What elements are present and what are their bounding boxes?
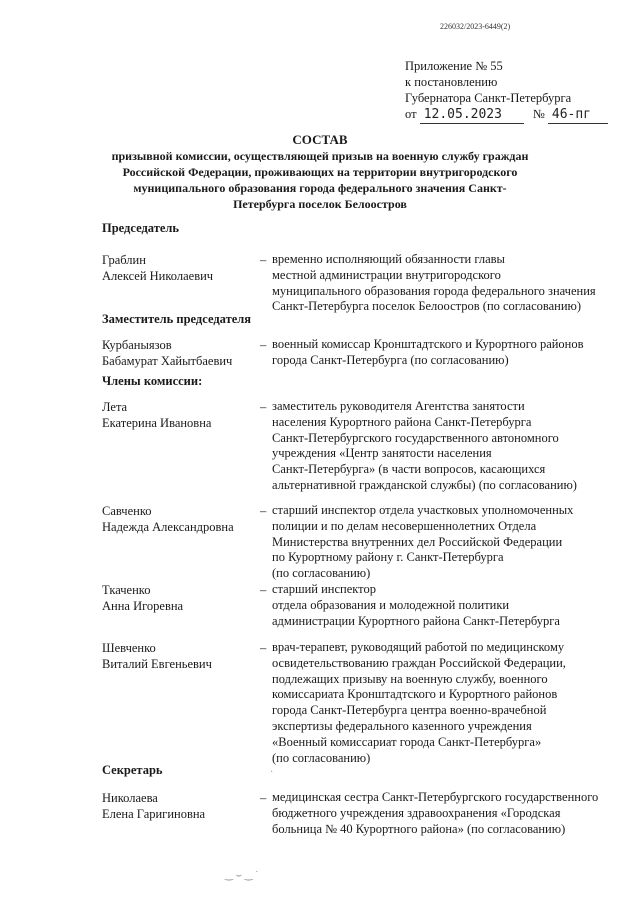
member-name: Савченко Надежда Александровна xyxy=(102,504,234,534)
dash: – xyxy=(260,583,267,597)
member-position: заместитель руководителя Агентства занятости населения Курортного района Санкт-Петербурга Санкт-Петербургского государственного автономного учреждения «Центр занятости населения Санкт-Петербурга» (в части вопросов, касающихся альтернативной гражданской службы) (по согласованию) xyxy=(272,399,577,492)
member-name: Лета Екатерина Ивановна xyxy=(102,400,212,430)
member-name: Шевченко Виталий Евгеньевич xyxy=(102,641,212,671)
section-heading-members: Члены комиссии: xyxy=(102,374,203,388)
section-heading-chairman: Председатель xyxy=(102,221,180,235)
member-name: Николаева Елена Гаригиновна xyxy=(102,791,206,821)
date-prefix: от xyxy=(405,107,417,121)
date-value: 12.05.2023 xyxy=(420,107,524,124)
dash: – xyxy=(260,338,267,352)
document-title: СОСТАВ xyxy=(292,132,348,147)
number-value: 46-пг xyxy=(548,107,608,124)
number-prefix: № xyxy=(532,107,545,121)
member-name: Ткаченко Анна Игоревна xyxy=(102,583,184,613)
appendix-block xyxy=(405,58,608,124)
appendix-line-1: Приложение № 55 xyxy=(405,59,503,73)
section-heading-deputy: Заместитель председателя xyxy=(102,312,252,326)
section-heading-secretary: Секретарь xyxy=(102,763,163,777)
document-id: 226032/2023-6449(2) xyxy=(440,22,511,31)
dash: – xyxy=(260,400,267,414)
member-position: старший инспектор отдела участковых уполномоченных полиции и по делам несовершеннолетних Отдела Министерства внутренних дел Российской Федерации по Курортному району г. Санкт-Петербурга (по согласованию) xyxy=(272,503,574,581)
document-subtitle: призывной комиссии, осуществляющей призыв на военную службу граждан Российской Федерации, проживающих на территории внутригородского муниципального образования города федерального значения Санкт-Петербурга поселок Белоостров xyxy=(111,149,529,211)
dash: – xyxy=(260,641,267,655)
member-position: военный комиссар Кронштадтского и Курортного районов города Санкт-Петербурга (по согласованию) xyxy=(272,337,584,367)
dash: – xyxy=(260,791,267,805)
appendix-line-2: к постановлению xyxy=(405,75,498,89)
dash: – xyxy=(260,504,267,518)
scan-artifact-mark: ‿ ⌣ ‿ ˙ xyxy=(225,870,259,881)
member-position: временно исполняющий обязанности главы местной администрации внутригородского муниципального образования города федерального значения Санкт-Петербурга поселок Белоостров (по согласованию) xyxy=(272,252,596,314)
date-number-line xyxy=(405,106,608,124)
dash: – xyxy=(260,253,267,267)
appendix-line-3: Губернатора Санкт-Петербурга xyxy=(405,91,572,105)
member-position: медицинская сестра Санкт-Петербургского государственного бюджетного учреждения здравоохранения «Городская больница № 40 Курортного района» (по согласованию) xyxy=(272,790,599,836)
scan-artifact-mark: · xyxy=(270,767,274,778)
member-name: Курбаныязов Бабамурат Хайытбаевич xyxy=(102,338,233,368)
member-position: врач-терапевт, руководящий работой по медицинскому освидетельствованию граждан Российской Федерации, подлежащих призыву на военную службу, военного комиссариата Кронштадтского и Курортного районов города Санкт-Петербурга центра военно-врачебной экспертизы федерального казенного учреждения «Военный комиссариат города Санкт-Петербурга» (по согласованию) xyxy=(272,640,566,765)
member-position: старший инспектор отдела образования и молодежной политики администрации Курортного района Санкт-Петербурга xyxy=(272,582,560,628)
member-name: Граблин Алексей Николаевич xyxy=(102,253,214,283)
